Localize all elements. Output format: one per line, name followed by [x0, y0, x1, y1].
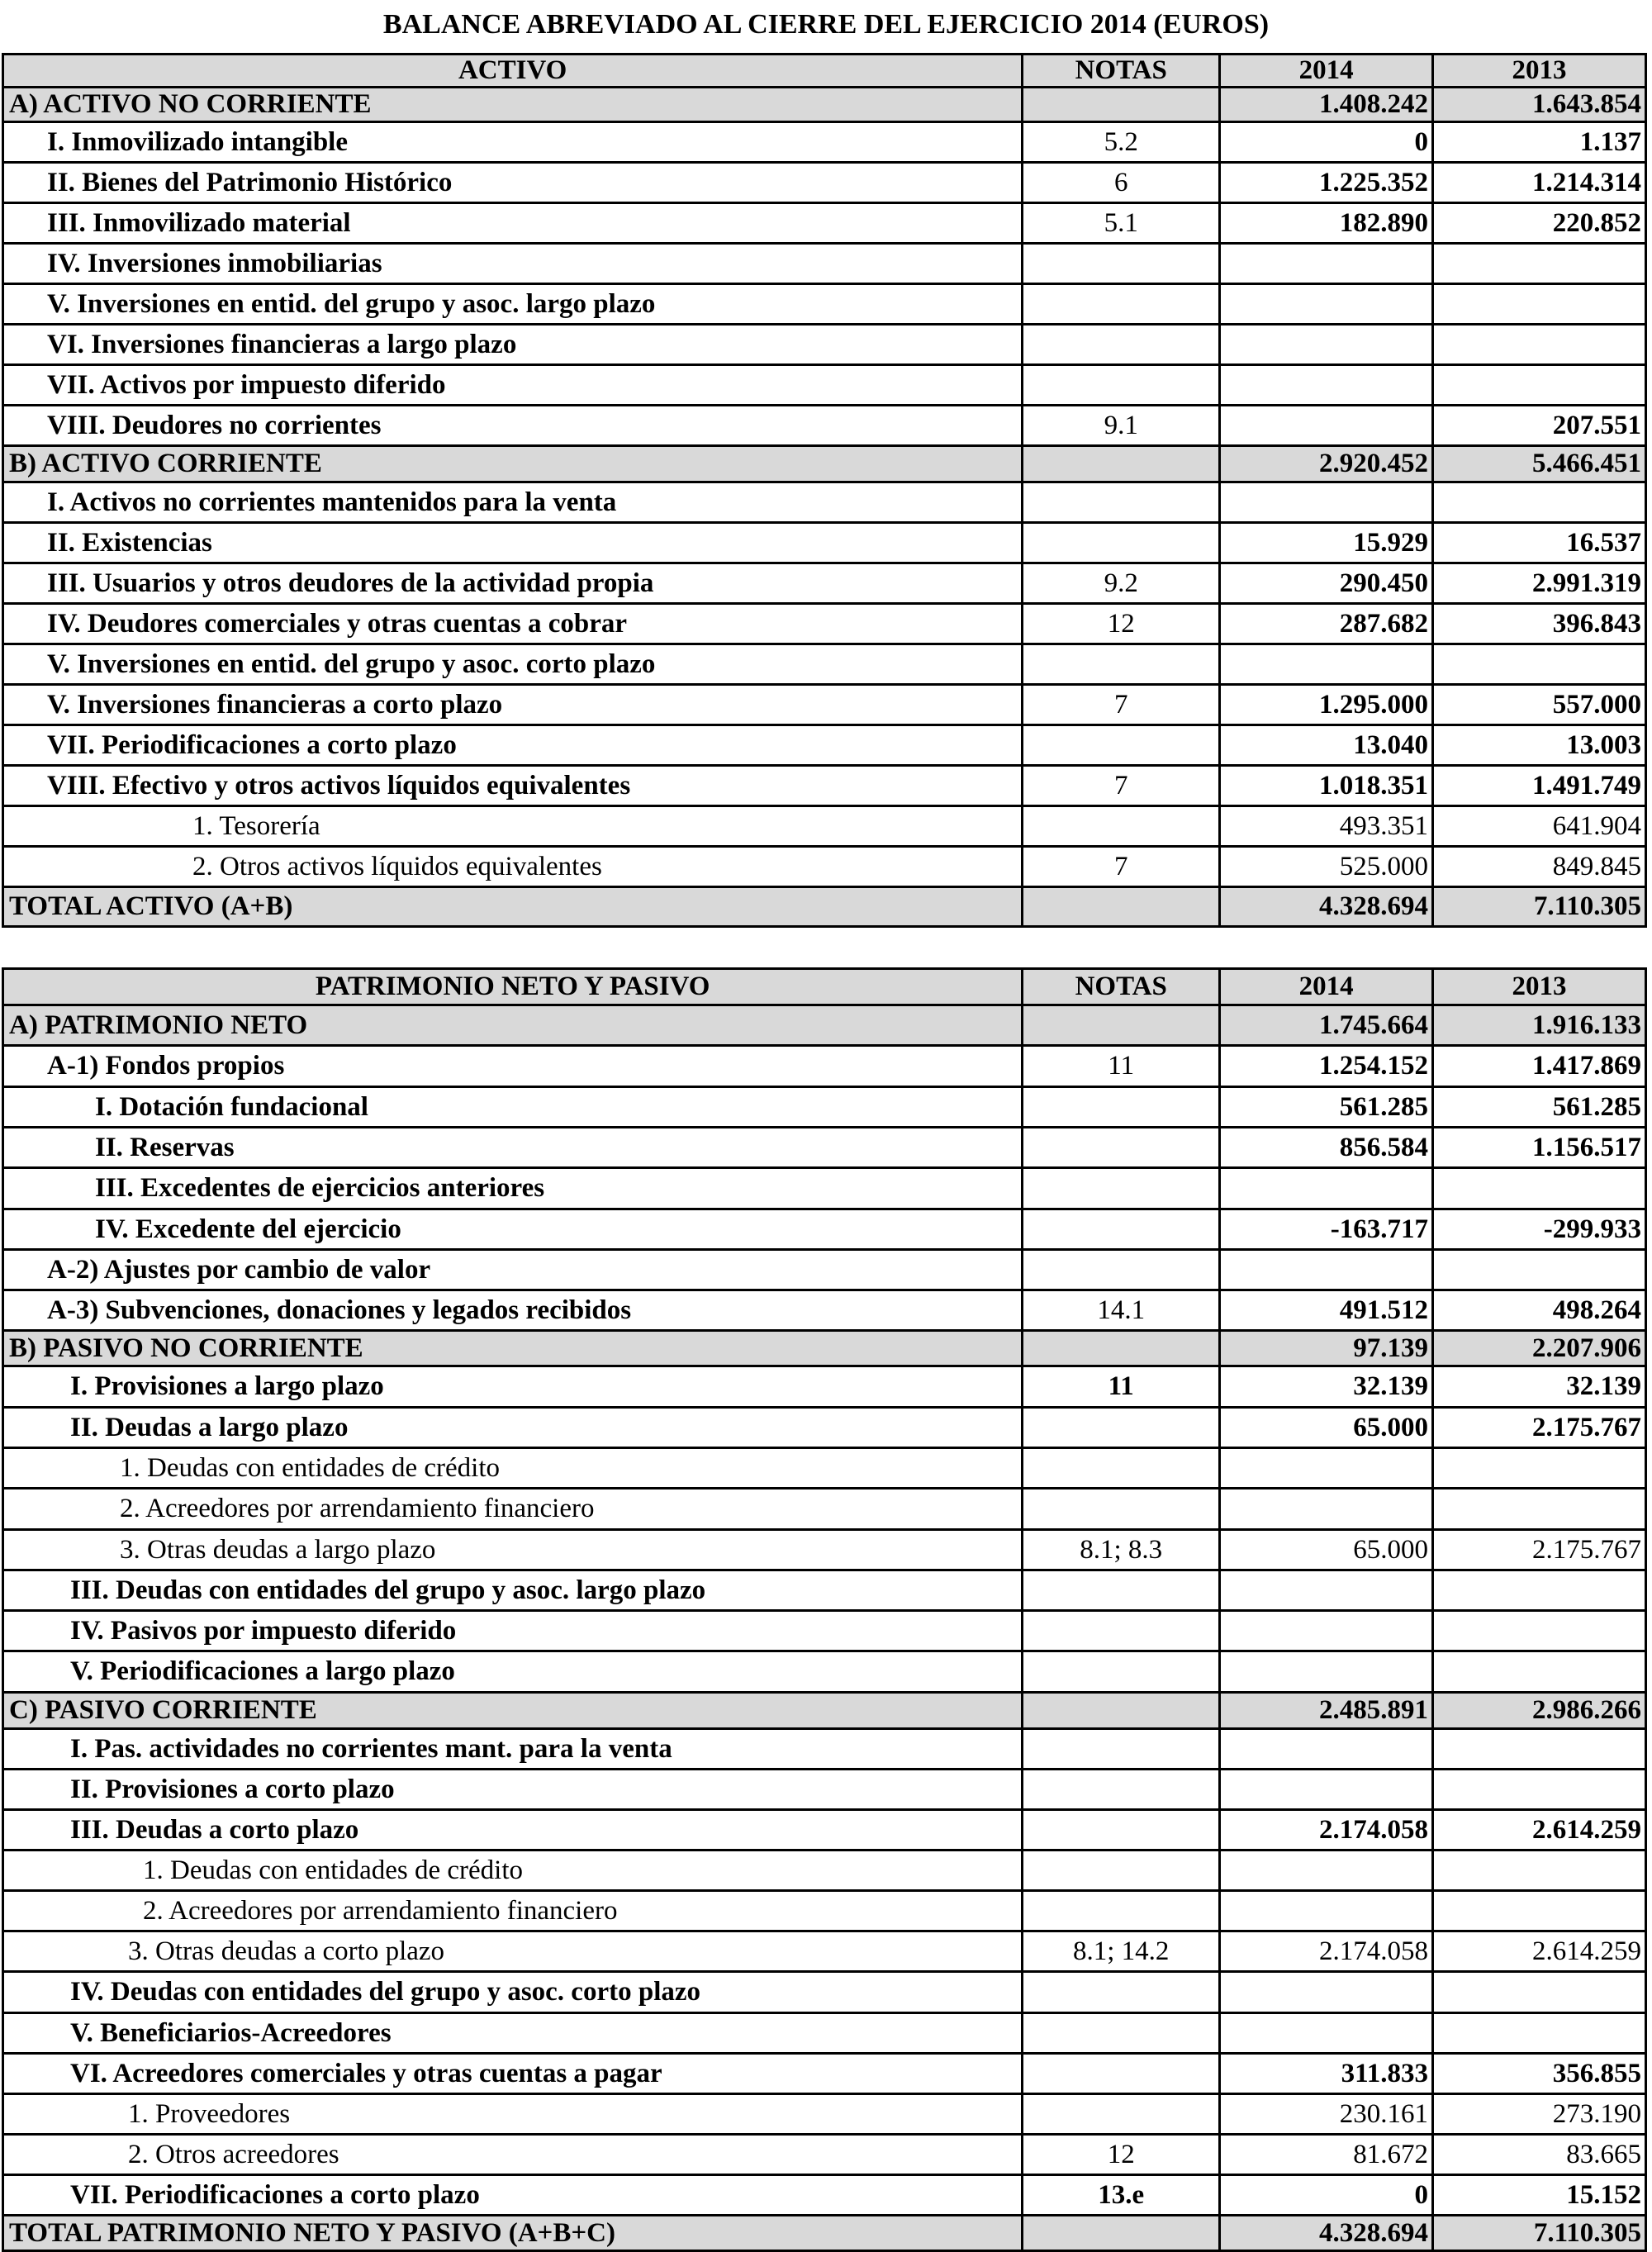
- table-row: [3, 2135, 1646, 2175]
- row-value-2013: 2.175.767: [1433, 1530, 1646, 1570]
- row-label: 2. Acreedores por arrendamiento financiero: [3, 1891, 1023, 1931]
- row-value-2014: 13.040: [1220, 725, 1433, 766]
- table-row: [3, 2013, 1646, 2054]
- row-value-2013: 7.110.305: [1433, 887, 1646, 927]
- row-value-2014: 856.584: [1220, 1128, 1433, 1168]
- row-label: II. Provisiones a corto plazo: [3, 1770, 1023, 1810]
- row-notas: [1023, 1489, 1220, 1530]
- row-label: 3. Otras deudas a largo plazo: [3, 1530, 1023, 1570]
- table-row: [3, 406, 1646, 446]
- row-notas: [1023, 1770, 1220, 1810]
- row-notas: [1023, 365, 1220, 406]
- header-notas: NOTAS: [1023, 969, 1220, 1005]
- row-value-2014: [1220, 482, 1433, 523]
- row-value-2014: [1220, 1250, 1433, 1290]
- table-row: [3, 325, 1646, 365]
- row-value-2013: [1433, 244, 1646, 284]
- table-row: [3, 2054, 1646, 2094]
- table-row: [3, 284, 1646, 325]
- row-value-2014: [1220, 1489, 1433, 1530]
- row-value-2014: [1220, 365, 1433, 406]
- row-value-2014: 0: [1220, 122, 1433, 163]
- row-label: II. Reservas: [3, 1128, 1023, 1168]
- row-notas: [1023, 2094, 1220, 2135]
- row-label: III. Inmovilizado material: [3, 203, 1023, 244]
- row-label: 2. Otros acreedores: [3, 2135, 1023, 2175]
- row-notas: 6: [1023, 163, 1220, 203]
- pasivo-header-row: [3, 969, 1646, 1005]
- row-notas: [1023, 1810, 1220, 1851]
- row-label: B) PASIVO NO CORRIENTE: [3, 1331, 1023, 1366]
- row-value-2014: 1.295.000: [1220, 685, 1433, 725]
- row-value-2014: 1.745.664: [1220, 1005, 1433, 1046]
- row-value-2014: [1220, 284, 1433, 325]
- row-value-2013: [1433, 1250, 1646, 1290]
- row-notas: [1023, 887, 1220, 927]
- row-notas: [1023, 1087, 1220, 1128]
- row-value-2014: [1220, 1611, 1433, 1651]
- row-notas: [1023, 284, 1220, 325]
- row-notas: 9.2: [1023, 563, 1220, 604]
- section-row: [3, 446, 1646, 482]
- table-row: [3, 1810, 1646, 1851]
- row-value-2014: [1220, 1729, 1433, 1770]
- row-notas: [1023, 1408, 1220, 1448]
- row-label: 2. Otros activos líquidos equivalentes: [3, 847, 1023, 887]
- row-value-2013: 2.175.767: [1433, 1408, 1646, 1448]
- row-label: VIII. Deudores no corrientes: [3, 406, 1023, 446]
- row-value-2014: [1220, 2013, 1433, 2054]
- row-notas: 5.2: [1023, 122, 1220, 163]
- document-title: BALANCE ABREVIADO AL CIERRE DEL EJERCICIO 2014 (EUROS): [382, 9, 1270, 40]
- table-row: [3, 365, 1646, 406]
- table-row: [3, 847, 1646, 887]
- row-value-2013: [1433, 1489, 1646, 1530]
- table-row: [3, 482, 1646, 523]
- header-2014: 2014: [1220, 55, 1433, 88]
- row-label: V. Periodificaciones a largo plazo: [3, 1651, 1023, 1693]
- row-value-2014: [1220, 1448, 1433, 1489]
- row-label: IV. Pasivos por impuesto diferido: [3, 1611, 1023, 1651]
- row-notas: 13.e: [1023, 2175, 1220, 2216]
- row-label: A) ACTIVO NO CORRIENTE: [3, 88, 1023, 122]
- table-row: [3, 1087, 1646, 1128]
- row-value-2013: 207.551: [1433, 406, 1646, 446]
- row-value-2014: -163.717: [1220, 1209, 1433, 1250]
- row-notas: [1023, 2013, 1220, 2054]
- row-value-2013: 1.137: [1433, 122, 1646, 163]
- table-row: [3, 2094, 1646, 2135]
- table-row: [3, 1046, 1646, 1087]
- row-value-2014: 491.512: [1220, 1290, 1433, 1331]
- row-value-2014: 2.174.058: [1220, 1931, 1433, 1972]
- row-label: A-1) Fondos propios: [3, 1046, 1023, 1087]
- row-notas: [1023, 806, 1220, 847]
- row-label: IV. Deudores comerciales y otras cuentas a cobrar: [3, 604, 1023, 644]
- section-row: [3, 88, 1646, 122]
- row-value-2013: 1.417.869: [1433, 1046, 1646, 1087]
- row-value-2013: 641.904: [1433, 806, 1646, 847]
- row-label: 1. Deudas con entidades de crédito: [3, 1851, 1023, 1891]
- row-notas: [1023, 1209, 1220, 1250]
- row-label: A-2) Ajustes por cambio de valor: [3, 1250, 1023, 1290]
- header-2013: 2013: [1433, 55, 1646, 88]
- total-row: [3, 2216, 1646, 2251]
- row-value-2013: 1.156.517: [1433, 1128, 1646, 1168]
- row-notas: [1023, 1611, 1220, 1651]
- row-value-2014: [1220, 1972, 1433, 2013]
- row-value-2013: 220.852: [1433, 203, 1646, 244]
- row-notas: 11: [1023, 1366, 1220, 1408]
- table-row: [3, 2175, 1646, 2216]
- table-row: [3, 1489, 1646, 1530]
- row-value-2013: 557.000: [1433, 685, 1646, 725]
- section-row: [3, 1331, 1646, 1366]
- table-row: [3, 1209, 1646, 1250]
- row-label: VI. Inversiones financieras a largo plazo: [3, 325, 1023, 365]
- table-row: [3, 1611, 1646, 1651]
- table-row: [3, 1729, 1646, 1770]
- row-label: A) PATRIMONIO NETO: [3, 1005, 1023, 1046]
- row-value-2013: [1433, 1570, 1646, 1611]
- row-value-2014: [1220, 1570, 1433, 1611]
- row-value-2013: 16.537: [1433, 523, 1646, 563]
- row-value-2013: 2.991.319: [1433, 563, 1646, 604]
- row-notas: [1023, 1448, 1220, 1489]
- row-label: I. Activos no corrientes mantenidos para la venta: [3, 482, 1023, 523]
- row-notas: 8.1; 8.3: [1023, 1530, 1220, 1570]
- header-label: ACTIVO: [3, 55, 1023, 88]
- row-label: VII. Periodificaciones a corto plazo: [3, 2175, 1023, 2216]
- row-value-2014: [1220, 1651, 1433, 1693]
- row-value-2014: 4.328.694: [1220, 887, 1433, 927]
- row-value-2014: [1220, 244, 1433, 284]
- row-value-2013: 849.845: [1433, 847, 1646, 887]
- row-value-2014: [1220, 325, 1433, 365]
- row-label: IV. Excedente del ejercicio: [3, 1209, 1023, 1250]
- row-label: TOTAL ACTIVO (A+B): [3, 887, 1023, 927]
- row-notas: [1023, 325, 1220, 365]
- row-notas: [1023, 1729, 1220, 1770]
- row-value-2014: 182.890: [1220, 203, 1433, 244]
- row-value-2014: 287.682: [1220, 604, 1433, 644]
- row-value-2013: [1433, 1729, 1646, 1770]
- row-label: I. Provisiones a largo plazo: [3, 1366, 1023, 1408]
- row-value-2014: [1220, 1770, 1433, 1810]
- row-value-2014: 2.920.452: [1220, 446, 1433, 482]
- total-row: [3, 887, 1646, 927]
- header-label: PATRIMONIO NETO Y PASIVO: [3, 969, 1023, 1005]
- row-notas: [1023, 1128, 1220, 1168]
- row-value-2013: 83.665: [1433, 2135, 1646, 2175]
- row-notas: [1023, 2216, 1220, 2251]
- row-value-2013: [1433, 365, 1646, 406]
- row-value-2014: [1220, 1891, 1433, 1931]
- row-label: V. Inversiones en entid. del grupo y asoc. corto plazo: [3, 644, 1023, 685]
- row-label: III. Excedentes de ejercicios anteriores: [3, 1168, 1023, 1209]
- row-label: 2. Acreedores por arrendamiento financiero: [3, 1489, 1023, 1530]
- table-row: [3, 1931, 1646, 1972]
- table-row: [3, 523, 1646, 563]
- row-label: I. Pas. actividades no corrientes mant. para la venta: [3, 1729, 1023, 1770]
- row-label: VII. Periodificaciones a corto plazo: [3, 725, 1023, 766]
- row-value-2014: 15.929: [1220, 523, 1433, 563]
- row-notas: [1023, 1851, 1220, 1891]
- row-notas: 12: [1023, 604, 1220, 644]
- row-label: II. Deudas a largo plazo: [3, 1408, 1023, 1448]
- row-notas: [1023, 523, 1220, 563]
- row-label: TOTAL PATRIMONIO NETO Y PASIVO (A+B+C): [3, 2216, 1023, 2251]
- row-value-2013: 1.214.314: [1433, 163, 1646, 203]
- row-notas: [1023, 1250, 1220, 1290]
- row-notas: 7: [1023, 766, 1220, 806]
- table-row: [3, 1530, 1646, 1570]
- row-value-2014: 4.328.694: [1220, 2216, 1433, 2251]
- row-notas: [1023, 1891, 1220, 1931]
- row-label: I. Dotación fundacional: [3, 1087, 1023, 1128]
- table-row: [3, 1128, 1646, 1168]
- row-notas: 14.1: [1023, 1290, 1220, 1331]
- row-label: IV. Inversiones inmobiliarias: [3, 244, 1023, 284]
- table-row: [3, 806, 1646, 847]
- row-notas: [1023, 1168, 1220, 1209]
- table-row: [3, 1250, 1646, 1290]
- row-value-2013: [1433, 2013, 1646, 2054]
- row-label: 1. Tesorería: [3, 806, 1023, 847]
- row-notas: [1023, 88, 1220, 122]
- table-row: [3, 766, 1646, 806]
- row-value-2014: 0: [1220, 2175, 1433, 2216]
- row-notas: [1023, 2054, 1220, 2094]
- row-value-2013: 2.986.266: [1433, 1693, 1646, 1729]
- row-label: III. Deudas con entidades del grupo y asoc. largo plazo: [3, 1570, 1023, 1611]
- row-value-2014: [1220, 644, 1433, 685]
- row-value-2014: [1220, 406, 1433, 446]
- row-notas: [1023, 482, 1220, 523]
- table-row: [3, 644, 1646, 685]
- row-value-2014: 1.018.351: [1220, 766, 1433, 806]
- table-row: [3, 1570, 1646, 1611]
- table-row: [3, 163, 1646, 203]
- row-value-2014: 561.285: [1220, 1087, 1433, 1128]
- row-label: VII. Activos por impuesto diferido: [3, 365, 1023, 406]
- row-value-2014: 1.254.152: [1220, 1046, 1433, 1087]
- row-value-2013: [1433, 644, 1646, 685]
- row-value-2013: [1433, 1611, 1646, 1651]
- row-value-2013: [1433, 482, 1646, 523]
- row-notas: [1023, 1570, 1220, 1611]
- row-value-2013: 1.916.133: [1433, 1005, 1646, 1046]
- table-row: [3, 1168, 1646, 1209]
- row-notas: 9.1: [1023, 406, 1220, 446]
- table-row: [3, 122, 1646, 163]
- row-value-2014: 1.225.352: [1220, 163, 1433, 203]
- row-notas: [1023, 644, 1220, 685]
- table-row: [3, 1851, 1646, 1891]
- pasivo-table: [2, 967, 1647, 2252]
- row-label: C) PASIVO CORRIENTE: [3, 1693, 1023, 1729]
- row-value-2013: 396.843: [1433, 604, 1646, 644]
- row-value-2013: [1433, 1448, 1646, 1489]
- row-label: 1. Proveedores: [3, 2094, 1023, 2135]
- row-label: IV. Deudas con entidades del grupo y asoc. corto plazo: [3, 1972, 1023, 2013]
- row-value-2013: [1433, 1770, 1646, 1810]
- table-row: [3, 1651, 1646, 1693]
- table-row: [3, 1366, 1646, 1408]
- row-label: 3. Otras deudas a corto plazo: [3, 1931, 1023, 1972]
- row-label: III. Usuarios y otros deudores de la actividad propia: [3, 563, 1023, 604]
- row-notas: 8.1; 14.2: [1023, 1931, 1220, 1972]
- row-value-2013: 32.139: [1433, 1366, 1646, 1408]
- row-notas: 7: [1023, 847, 1220, 887]
- row-value-2013: 1.491.749: [1433, 766, 1646, 806]
- row-label: V. Beneficiarios-Acreedores: [3, 2013, 1023, 2054]
- row-label: VIII. Efectivo y otros activos líquidos equivalentes: [3, 766, 1023, 806]
- table-row: [3, 604, 1646, 644]
- row-notas: 11: [1023, 1046, 1220, 1087]
- table-row: [3, 203, 1646, 244]
- row-value-2014: 311.833: [1220, 2054, 1433, 2094]
- row-value-2014: 65.000: [1220, 1530, 1433, 1570]
- row-label: VI. Acreedores comerciales y otras cuentas a pagar: [3, 2054, 1023, 2094]
- row-value-2013: 1.643.854: [1433, 88, 1646, 122]
- row-value-2014: 1.408.242: [1220, 88, 1433, 122]
- table-row: [3, 1972, 1646, 2013]
- row-value-2013: 498.264: [1433, 1290, 1646, 1331]
- activo-table: [2, 53, 1647, 928]
- row-value-2013: 2.614.259: [1433, 1931, 1646, 1972]
- row-value-2013: 5.466.451: [1433, 446, 1646, 482]
- row-notas: [1023, 1972, 1220, 2013]
- row-value-2013: 2.207.906: [1433, 1331, 1646, 1366]
- row-notas: [1023, 725, 1220, 766]
- table-row: [3, 1770, 1646, 1810]
- row-value-2014: [1220, 1851, 1433, 1891]
- row-value-2013: 273.190: [1433, 2094, 1646, 2135]
- row-notas: 5.1: [1023, 203, 1220, 244]
- row-value-2014: 2.174.058: [1220, 1810, 1433, 1851]
- row-notas: [1023, 1005, 1220, 1046]
- row-value-2013: 561.285: [1433, 1087, 1646, 1128]
- table-row: [3, 1290, 1646, 1331]
- table-row: [3, 1408, 1646, 1448]
- table-row: [3, 1891, 1646, 1931]
- table-row: [3, 563, 1646, 604]
- activo-header-row: [3, 55, 1646, 88]
- row-value-2014: 32.139: [1220, 1366, 1433, 1408]
- row-value-2013: 15.152: [1433, 2175, 1646, 2216]
- row-value-2013: [1433, 1972, 1646, 2013]
- row-value-2013: [1433, 1168, 1646, 1209]
- header-2014: 2014: [1220, 969, 1433, 1005]
- row-value-2014: 81.672: [1220, 2135, 1433, 2175]
- row-value-2013: 13.003: [1433, 725, 1646, 766]
- row-label: 1. Deudas con entidades de crédito: [3, 1448, 1023, 1489]
- row-value-2014: 525.000: [1220, 847, 1433, 887]
- row-value-2013: 7.110.305: [1433, 2216, 1646, 2251]
- row-notas: [1023, 446, 1220, 482]
- row-value-2013: -299.933: [1433, 1209, 1646, 1250]
- row-notas: 12: [1023, 2135, 1220, 2175]
- row-label: II. Bienes del Patrimonio Histórico: [3, 163, 1023, 203]
- row-value-2013: [1433, 284, 1646, 325]
- row-value-2014: 97.139: [1220, 1331, 1433, 1366]
- row-value-2013: [1433, 1651, 1646, 1693]
- row-notas: 7: [1023, 685, 1220, 725]
- section-row: [3, 1005, 1646, 1046]
- row-notas: [1023, 1331, 1220, 1366]
- row-value-2014: [1220, 1168, 1433, 1209]
- row-value-2013: 2.614.259: [1433, 1810, 1646, 1851]
- row-value-2014: 493.351: [1220, 806, 1433, 847]
- row-value-2013: [1433, 1891, 1646, 1931]
- table-row: [3, 725, 1646, 766]
- header-notas: NOTAS: [1023, 55, 1220, 88]
- table-row: [3, 1448, 1646, 1489]
- table-row: [3, 685, 1646, 725]
- row-label: II. Existencias: [3, 523, 1023, 563]
- row-value-2014: 290.450: [1220, 563, 1433, 604]
- row-label: V. Inversiones financieras a corto plazo: [3, 685, 1023, 725]
- row-label: A-3) Subvenciones, donaciones y legados recibidos: [3, 1290, 1023, 1331]
- row-value-2014: 65.000: [1220, 1408, 1433, 1448]
- row-value-2013: [1433, 325, 1646, 365]
- row-notas: [1023, 1651, 1220, 1693]
- row-notas: [1023, 1693, 1220, 1729]
- row-value-2013: [1433, 1851, 1646, 1891]
- row-label: III. Deudas a corto plazo: [3, 1810, 1023, 1851]
- row-label: B) ACTIVO CORRIENTE: [3, 446, 1023, 482]
- section-row: [3, 1693, 1646, 1729]
- header-2013: 2013: [1433, 969, 1646, 1005]
- row-label: V. Inversiones en entid. del grupo y asoc. largo plazo: [3, 284, 1023, 325]
- row-value-2014: 230.161: [1220, 2094, 1433, 2135]
- row-value-2014: 2.485.891: [1220, 1693, 1433, 1729]
- row-value-2013: 356.855: [1433, 2054, 1646, 2094]
- row-label: I. Inmovilizado intangible: [3, 122, 1023, 163]
- row-notas: [1023, 244, 1220, 284]
- table-row: [3, 244, 1646, 284]
